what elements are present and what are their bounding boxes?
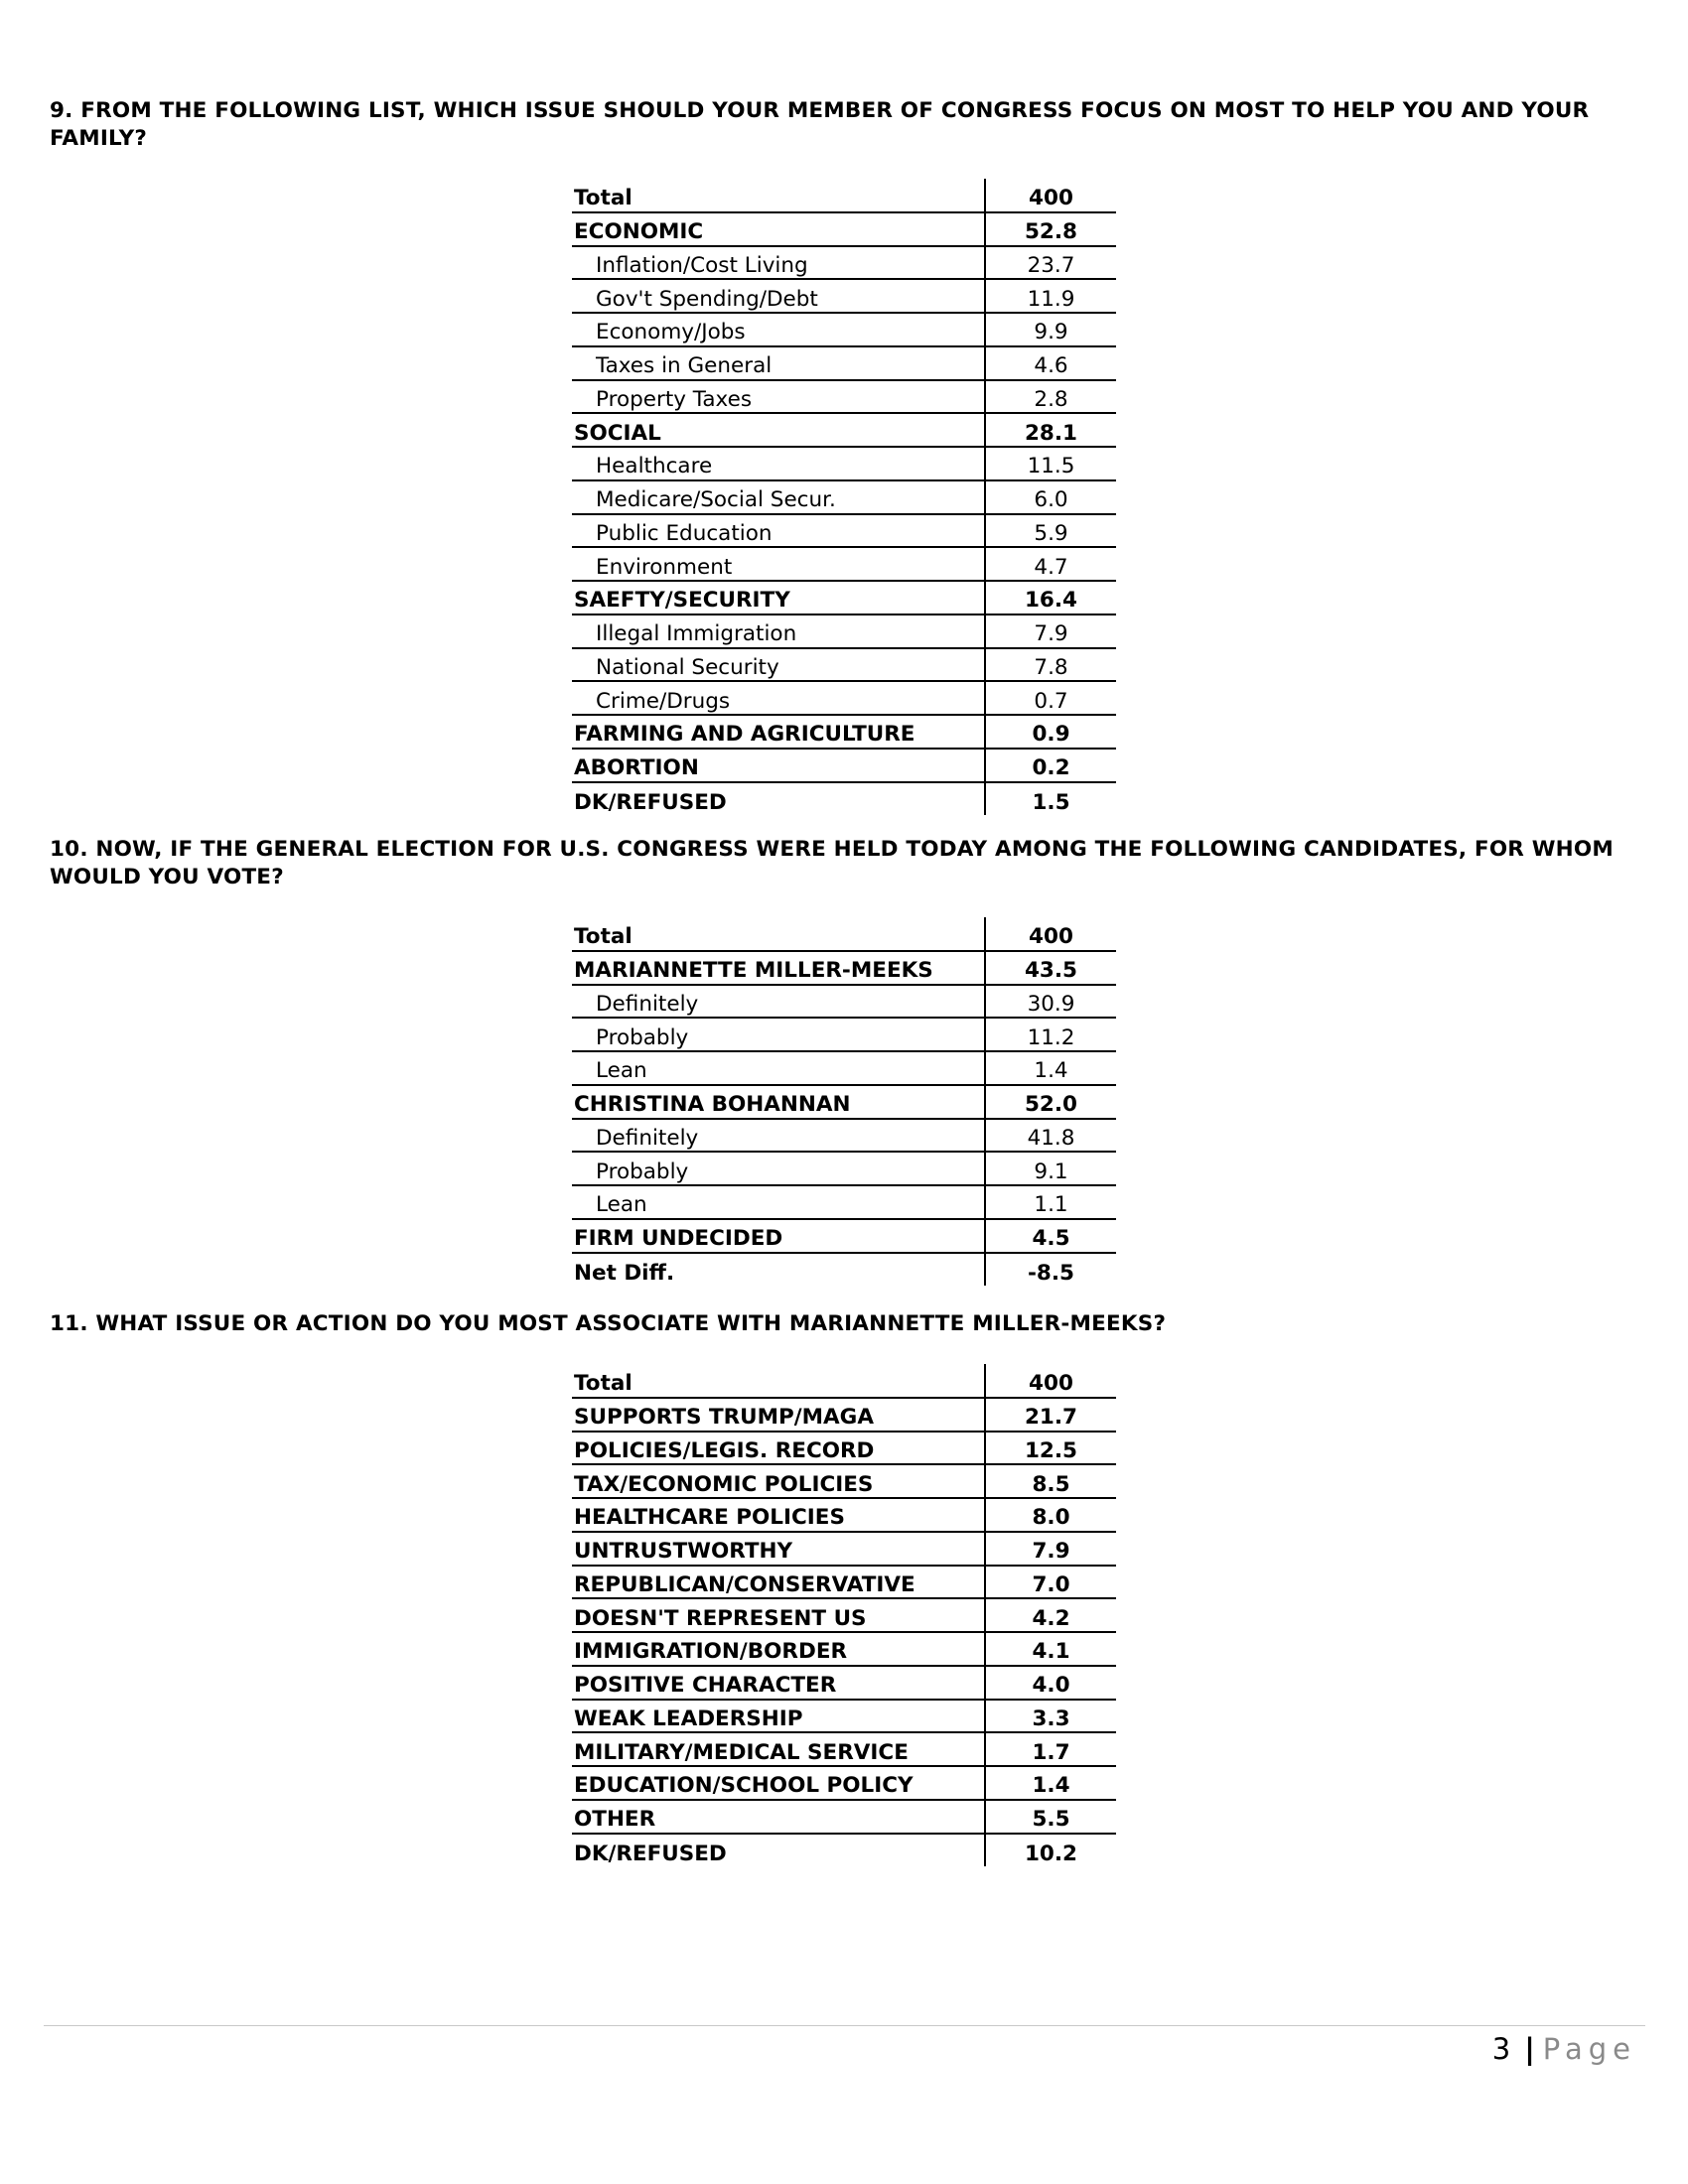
row-value: 1.4 — [985, 1766, 1116, 1800]
row-label: Economy/Jobs — [572, 313, 985, 346]
table-row — [572, 985, 1116, 1019]
table-row — [572, 951, 1116, 985]
row-label: DK/REFUSED — [574, 789, 727, 815]
table-row — [572, 1185, 1116, 1219]
row-value: 28.1 — [985, 413, 1116, 447]
table-row — [572, 1566, 1116, 1599]
table-row — [572, 1253, 1116, 1287]
table-row — [572, 1398, 1116, 1432]
page-separator: | — [1524, 2032, 1535, 2066]
row-value: 21.7 — [985, 1398, 1116, 1432]
row-value: 4.0 — [985, 1666, 1116, 1700]
row-value: 7.9 — [985, 1532, 1116, 1566]
row-value: 1.7 — [985, 1732, 1116, 1766]
row-label: FARMING AND AGRICULTURE — [572, 715, 985, 749]
row-value: 12.5 — [985, 1432, 1116, 1465]
row-value: 400 — [985, 179, 1116, 212]
row-label: Total — [572, 917, 985, 951]
row-value: 4.7 — [985, 547, 1116, 581]
table-row — [572, 1732, 1116, 1766]
row-label: Total — [572, 1364, 985, 1398]
row-value: 4.6 — [985, 346, 1116, 380]
row-label: ABORTION — [572, 749, 985, 782]
row-value: 0.2 — [985, 749, 1116, 782]
table-row — [572, 782, 1116, 816]
row-label: FIRM UNDECIDED — [572, 1219, 985, 1253]
row-label: National Security — [572, 648, 985, 682]
table-row — [572, 480, 1116, 514]
row-value: 16.4 — [985, 581, 1116, 614]
row-label: Definitely — [572, 985, 985, 1019]
row-label: IMMIGRATION/BORDER — [572, 1632, 985, 1666]
row-value: 4.1 — [985, 1632, 1116, 1666]
row-label: Probably — [572, 1152, 985, 1185]
table-row — [572, 1152, 1116, 1185]
table-row — [572, 648, 1116, 682]
question-11-title: 11. WHAT ISSUE OR ACTION DO YOU MOST ASSOCIATE WITH MARIANNETTE MILLER-MEEKS? — [50, 1311, 1167, 1336]
row-label: Illegal Immigration — [572, 614, 985, 648]
row-value: 43.5 — [985, 951, 1116, 985]
table-row — [572, 1051, 1116, 1085]
table-row — [572, 1498, 1116, 1532]
table-row — [572, 246, 1116, 280]
row-label: OTHER — [572, 1800, 985, 1834]
row-value: -8.5 — [985, 1253, 1116, 1287]
row-value: 4.5 — [985, 1219, 1116, 1253]
question-9-title: 9. FROM THE FOLLOWING LIST, WHICH ISSUE SHOULD YOUR MEMBER OF CONGRESS FOCUS ON MOST TO HELP YOU AND YOUR FAMILY? — [50, 98, 1590, 151]
row-value: 6.0 — [985, 480, 1116, 514]
row-value: 9.1 — [985, 1152, 1116, 1185]
row-value: 400 — [985, 917, 1116, 951]
row-value: 0.7 — [985, 681, 1116, 715]
footer-divider — [44, 2025, 1645, 2026]
table-row — [572, 1432, 1116, 1465]
row-label: Crime/Drugs — [572, 681, 985, 715]
table-row — [572, 1219, 1116, 1253]
table-row — [572, 715, 1116, 749]
table-row — [572, 313, 1116, 346]
table-row — [572, 447, 1116, 480]
table-row — [572, 413, 1116, 447]
question-10-title: 10. NOW, IF THE GENERAL ELECTION FOR U.S. CONGRESS WERE HELD TODAY AMONG THE FOLLOWING CANDIDATES, FOR WHOM WOULD YOU VOTE? — [50, 837, 1614, 889]
table-row — [572, 1700, 1116, 1733]
row-value: 11.5 — [985, 447, 1116, 480]
table-row — [572, 1800, 1116, 1834]
row-label: Definitely — [572, 1119, 985, 1153]
table-row — [572, 581, 1116, 614]
row-label: Net Diff. — [574, 1260, 675, 1286]
table-row — [572, 1834, 1116, 1867]
row-label: Property Taxes — [572, 380, 985, 414]
row-value: 8.5 — [985, 1464, 1116, 1498]
row-value: 23.7 — [985, 246, 1116, 280]
page-number: 3 — [1491, 2032, 1511, 2066]
row-label: Taxes in General — [572, 346, 985, 380]
table-row — [572, 614, 1116, 648]
row-label: WEAK LEADERSHIP — [572, 1700, 985, 1733]
table-row — [572, 380, 1116, 414]
table-row — [572, 1532, 1116, 1566]
row-label: ECONOMIC — [572, 212, 985, 246]
table-row — [572, 279, 1116, 313]
table-row — [572, 1766, 1116, 1800]
row-label: Public Education — [572, 514, 985, 548]
row-value: 1.1 — [985, 1185, 1116, 1219]
row-label: MARIANNETTE MILLER-MEEKS — [572, 951, 985, 985]
row-value: 3.3 — [985, 1700, 1116, 1733]
row-label: HEALTHCARE POLICIES — [572, 1498, 985, 1532]
row-label: SUPPORTS TRUMP/MAGA — [572, 1398, 985, 1432]
table-row — [572, 1018, 1116, 1051]
row-label: Gov't Spending/Debt — [572, 279, 985, 313]
row-value: 10.2 — [985, 1834, 1116, 1867]
row-label: POSITIVE CHARACTER — [572, 1666, 985, 1700]
table-row — [572, 179, 1116, 212]
row-label: Inflation/Cost Living — [572, 246, 985, 280]
row-label: Environment — [572, 547, 985, 581]
page-footer — [1492, 2031, 1636, 2067]
row-label: UNTRUSTWORTHY — [572, 1532, 985, 1566]
row-value: 41.8 — [985, 1119, 1116, 1153]
row-value: 2.8 — [985, 380, 1116, 414]
question-11-table — [572, 1364, 1116, 1866]
row-value: 1.5 — [985, 782, 1116, 816]
table-row — [572, 547, 1116, 581]
row-label: Lean — [572, 1185, 985, 1219]
table-row — [572, 1632, 1116, 1666]
row-label: SOCIAL — [572, 413, 985, 447]
row-value: 52.0 — [985, 1085, 1116, 1119]
question-9-table — [572, 179, 1116, 815]
question-10-table — [572, 917, 1116, 1286]
table-row — [572, 212, 1116, 246]
table-row — [572, 749, 1116, 782]
row-value: 8.0 — [985, 1498, 1116, 1532]
row-value: 7.0 — [985, 1566, 1116, 1599]
row-value: 1.4 — [985, 1051, 1116, 1085]
row-value: 11.9 — [985, 279, 1116, 313]
page-label: Page — [1542, 2032, 1636, 2066]
table-row — [572, 514, 1116, 548]
row-label: POLICIES/LEGIS. RECORD — [572, 1432, 985, 1465]
row-label: Medicare/Social Secur. — [572, 480, 985, 514]
row-value: 7.8 — [985, 648, 1116, 682]
table-row — [572, 1598, 1116, 1632]
row-value: 0.9 — [985, 715, 1116, 749]
row-value: 7.9 — [985, 614, 1116, 648]
table-row — [572, 1464, 1116, 1498]
row-label: Total — [572, 179, 985, 212]
row-value: 4.2 — [985, 1598, 1116, 1632]
row-label: DK/REFUSED — [574, 1841, 727, 1866]
row-value: 11.2 — [985, 1018, 1116, 1051]
row-value: 5.5 — [985, 1800, 1116, 1834]
row-label: DOESN'T REPRESENT US — [572, 1598, 985, 1632]
row-value: 30.9 — [985, 985, 1116, 1019]
row-label: TAX/ECONOMIC POLICIES — [572, 1464, 985, 1498]
table-row — [572, 346, 1116, 380]
row-value: 400 — [985, 1364, 1116, 1398]
table-row — [572, 917, 1116, 951]
row-label: Probably — [572, 1018, 985, 1051]
table-row — [572, 1364, 1116, 1398]
row-label: Healthcare — [572, 447, 985, 480]
row-label: EDUCATION/SCHOOL POLICY — [572, 1766, 985, 1800]
row-label: SAEFTY/SECURITY — [572, 581, 985, 614]
table-row — [572, 681, 1116, 715]
table-row — [572, 1119, 1116, 1153]
table-row — [572, 1085, 1116, 1119]
row-label: MILITARY/MEDICAL SERVICE — [572, 1732, 985, 1766]
row-value: 9.9 — [985, 313, 1116, 346]
row-label: Lean — [572, 1051, 985, 1085]
row-value: 52.8 — [985, 212, 1116, 246]
table-row — [572, 1666, 1116, 1700]
row-value: 5.9 — [985, 514, 1116, 548]
row-label: REPUBLICAN/CONSERVATIVE — [572, 1566, 985, 1599]
row-label: CHRISTINA BOHANNAN — [572, 1085, 985, 1119]
